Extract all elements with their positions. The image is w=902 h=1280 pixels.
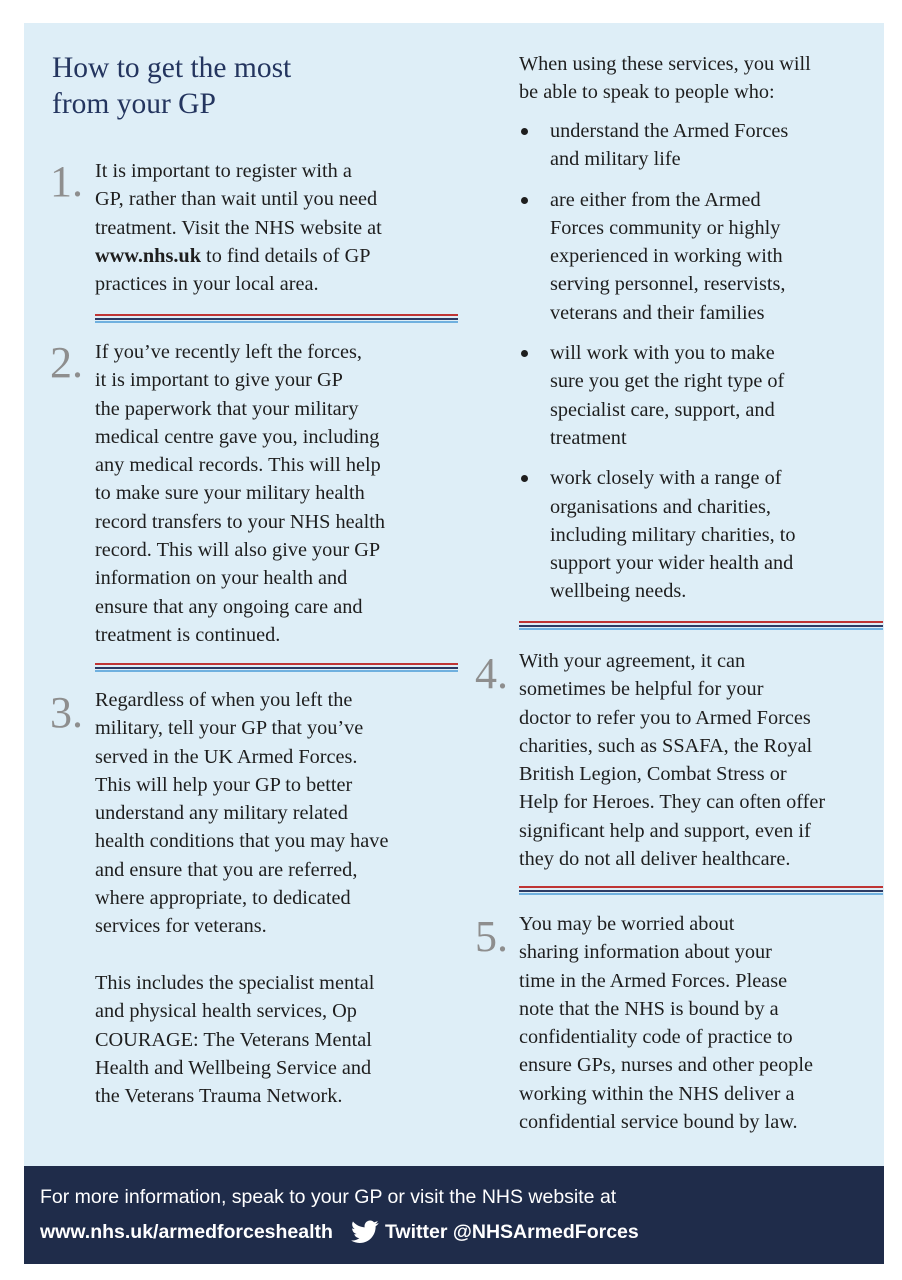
- divider: [95, 314, 458, 323]
- item-number-1: 1.: [50, 157, 83, 206]
- footer-banner: [24, 1166, 884, 1264]
- bullet-icon: [521, 475, 528, 482]
- item-number-5: 5.: [475, 912, 508, 961]
- item-text-2: If you’ve recently left the forces, it is important to give your GP the paperwork that your military medical centre gave you, including any medical records. This will help to make sure your military health record transfers to your NHS health record. This will also give your GP information on your health and ensure that any ongoing care and treatment is continued.: [95, 341, 386, 646]
- item-number-3: 3.: [50, 688, 83, 737]
- armed-forces-health-link[interactable]: www.nhs.uk/armedforceshealth: [40, 1220, 333, 1243]
- bullet-icon: [521, 128, 528, 135]
- list-item: work closely with a range of organisations and charities, including military charities, to support your wider health and wellbeing needs.: [519, 464, 864, 605]
- page-title: How to get the most from your GP: [52, 52, 292, 120]
- list-item: will work with you to make sure you get the right type of specialist care, support, and treatment: [519, 339, 864, 452]
- bullet-icon: [521, 350, 528, 357]
- nhs-website-link[interactable]: www.nhs.uk: [95, 244, 201, 267]
- twitter-bird-icon: [351, 1220, 379, 1244]
- divider: [95, 663, 458, 672]
- item-text-5: You may be worried about sharing information about your time in the Armed Forces. Please note that the NHS is bound by a confidentiality code of practice to ensure GPs, nurses and other people working within the NHS deliver a confidential service bound by law.: [519, 913, 814, 1134]
- footer-links: [40, 1220, 639, 1244]
- list-item: are either from the Armed Forces community or highly experienced in working with serving personnel, reservists, veterans and their families: [519, 186, 864, 327]
- services-bullet-list: [519, 117, 864, 618]
- bullet-icon: [521, 197, 528, 204]
- item-text-4: With your agreement, it can sometimes be helpful for your doctor to refer you to Armed Forces charities, such as SSAFA, the Royal British Legion, Combat Stress or Help for Heroes. They can often offer significant help and support, even if they do not all deliver healthcare.: [519, 650, 826, 871]
- item-text-1: It is important to register with a GP, rather than wait until you need treatment. Visit the NHS website at www.nhs.uk to find details of GP practices in your local area.: [95, 160, 382, 296]
- item-text-3: Regardless of when you left the military, tell your GP that you’ve served in the UK Armed Forces. This will help your GP to better understand any military related health conditions that you may have and ensure that you are referred, where appropriate, to dedicated services for veterans. This includes the specialist mental and physical health services, Op COURAGE: The Veterans Mental Health and Wellbeing Service and the Veterans Trauma Network.: [95, 689, 389, 1108]
- services-intro: When using these services, you will be able to speak to people who:: [519, 53, 811, 104]
- item-number-4: 4.: [475, 649, 508, 698]
- item-number-2: 2.: [50, 338, 83, 387]
- twitter-handle-link[interactable]: Twitter @NHSArmedForces: [384, 1220, 639, 1243]
- divider: [519, 621, 883, 630]
- list-item: understand the Armed Forces and military life: [519, 117, 864, 174]
- footer-info-text: For more information, speak to your GP or visit the NHS website at: [40, 1186, 617, 1208]
- divider: [519, 886, 883, 895]
